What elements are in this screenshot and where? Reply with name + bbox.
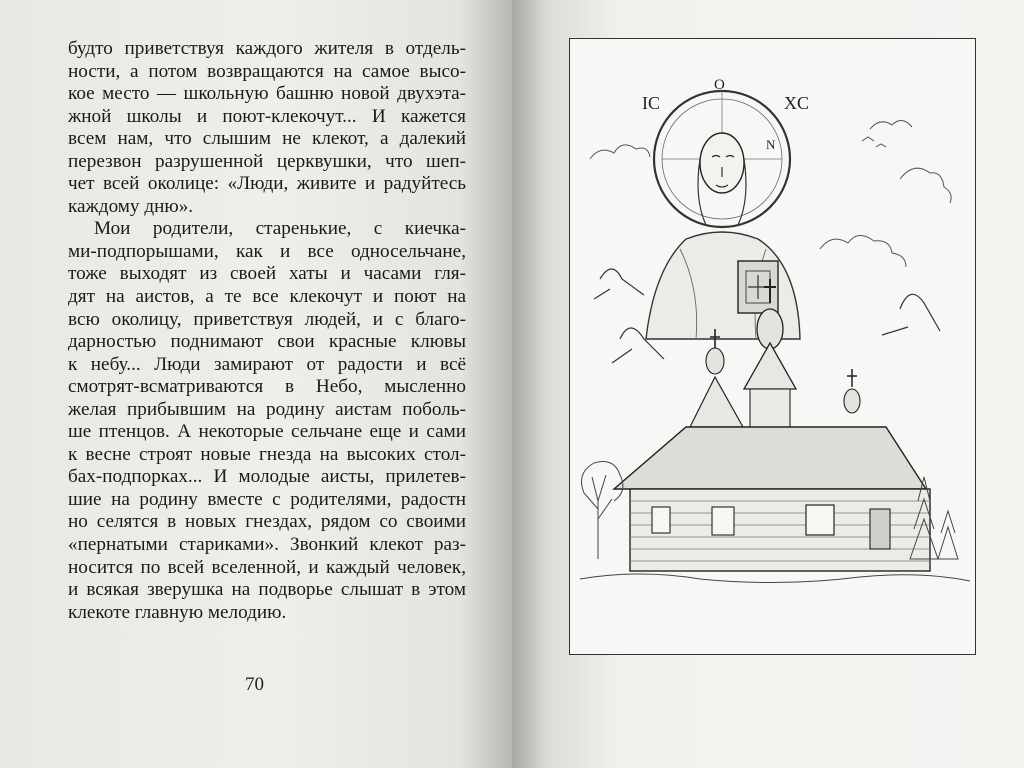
text-line: жной школы и поют-клекочут... И кажется — [68, 105, 466, 127]
text-line: бах-подпорках... И молодые аисты, прилетев- — [68, 466, 466, 488]
halo-letter-xc: XC — [784, 93, 810, 113]
body-text — [68, 38, 466, 624]
text-line: ности, а потом возвращаются на самое высо- — [68, 60, 466, 82]
bird-icon — [862, 137, 886, 147]
text-line: дят на аистов, а те все клекочут и поют на — [68, 286, 466, 308]
cloud-icon — [870, 120, 912, 129]
text-line: желая прибывшим на родину аистам поболь- — [68, 398, 466, 420]
halo-letter-n: N — [766, 137, 776, 152]
cloud-icon — [590, 145, 650, 159]
text-line: всем нам, что слышим не клекот, а далекий — [68, 128, 466, 150]
cloud-icon — [900, 168, 951, 203]
ground-line — [580, 574, 970, 583]
illustration-frame — [569, 38, 976, 655]
text-line: тоже выходят из своей хаты и часами гля- — [68, 263, 466, 285]
text-line: и всякая зверушка на подворье слышат в этом — [68, 579, 466, 601]
halo-letter-o: O — [714, 77, 725, 93]
text-line: ми-подпорышами, как и все односельчане, — [68, 240, 466, 262]
christ-icon — [642, 77, 809, 339]
text-line: дарностью поднимают свои красные клювы — [68, 331, 466, 353]
text-line: к небу... Люди замирают от радости и всё — [68, 353, 466, 375]
text-line: будто приветствуя каждого жителя в отдель- — [68, 38, 466, 59]
text-line: ше птенцов. А некоторые сельчане еще и сами — [68, 421, 466, 443]
text-line: клекоте главную мелодию. — [68, 601, 287, 623]
text-line: к весне строят новые гнезда на высоких стол- — [68, 443, 466, 465]
text-line: но селятся в новых гнездах, рядом со своими — [68, 511, 466, 533]
stork-icon — [882, 294, 940, 335]
text-line: шие на родину вместе с родителями, радостн — [68, 488, 466, 510]
text-line: смотрят-всматриваются в Небо, мысленно — [68, 376, 466, 398]
church-illustration — [570, 39, 974, 653]
text-line: всю околицу, приветствуя людей, и с благо- — [68, 308, 466, 330]
text-line: чет всей околице: «Люди, живите и радуйтесь — [68, 173, 466, 195]
halo-letter-ic: IC — [642, 93, 660, 113]
page-number: 70 — [245, 674, 264, 695]
text-line: кое место — школьную башню новой двухэта- — [68, 83, 466, 105]
cloud-icon — [820, 235, 906, 267]
text-line: носится по всей вселенной, и каждый человек, — [68, 556, 466, 578]
text-line: Мои родители, старенькие, с киечка- — [94, 218, 466, 240]
text-line: перезвон разрушенной церквушки, что шеп- — [68, 150, 466, 172]
tree-icon — [582, 462, 623, 560]
text-line: «пернатыми стариками». Звонкий клекот раз- — [68, 534, 466, 556]
fir-tree-icon — [938, 511, 958, 559]
text-line: каждому дню». — [68, 195, 194, 217]
right-page — [512, 0, 1024, 768]
stork-icon — [594, 269, 644, 299]
